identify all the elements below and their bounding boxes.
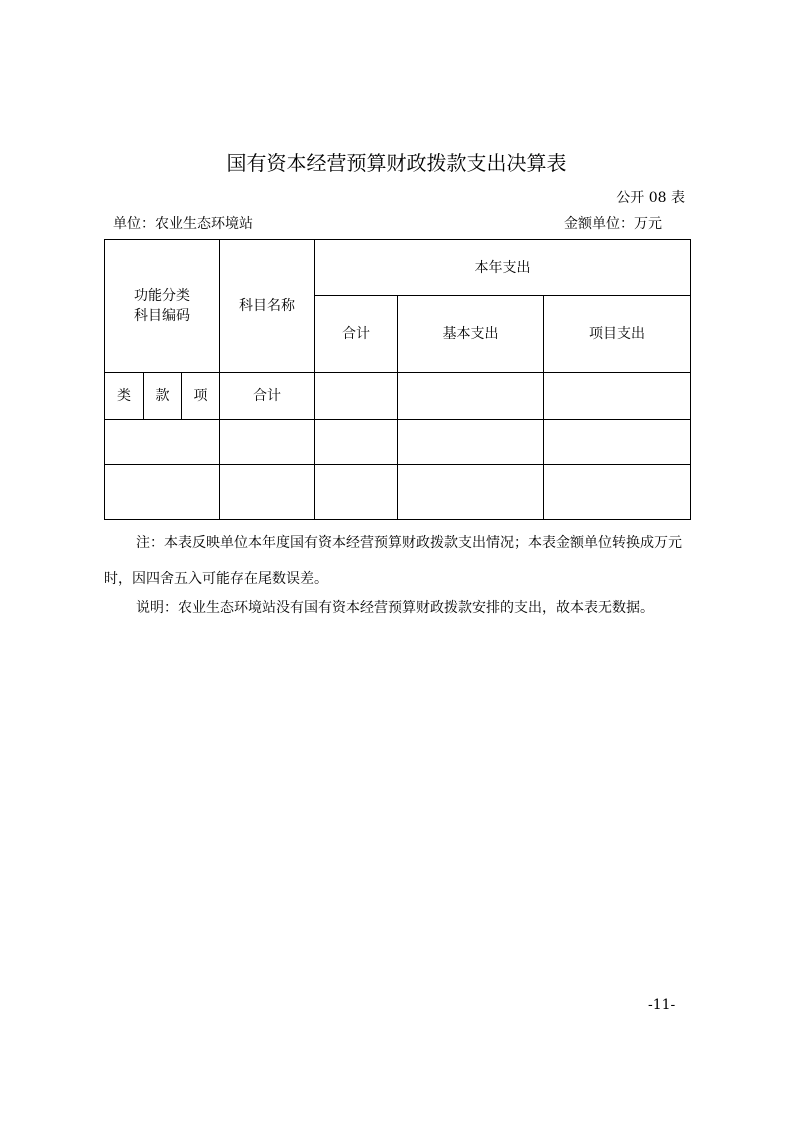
basic-cell: [398, 420, 544, 465]
name-cell: [220, 420, 315, 465]
header-total: 合计: [315, 296, 398, 373]
project-cell: [544, 420, 691, 465]
code-cell: [105, 420, 220, 465]
expenditure-table: [104, 239, 691, 520]
form-number: 公开 08 表: [616, 190, 685, 206]
note-line-1: 注：本表反映单位本年度国有资本经营预算财政拨款支出情况；本表金额单位转换成万元: [136, 535, 682, 551]
col-kuan: 款: [144, 373, 182, 420]
table-row: [105, 465, 691, 520]
amount-unit-label: 金额单位：万元: [564, 216, 662, 232]
note-line-2: 时，因四舍五入可能存在尾数误差。: [104, 571, 328, 587]
document-title: 国有资本经营预算财政拨款支出决算表: [226, 151, 567, 175]
total-cell: [315, 420, 398, 465]
table-row: [105, 420, 691, 465]
header-project-expenditure: 项目支出: [544, 296, 691, 373]
header-function-code-text: 功能分类 科目编码: [134, 288, 190, 324]
project-cell: [544, 373, 691, 420]
basic-cell: [398, 373, 544, 420]
name-cell: [220, 465, 315, 520]
basic-cell: [398, 465, 544, 520]
header-function-code: [105, 240, 220, 373]
total-cell: [315, 465, 398, 520]
col-xiang: 项: [182, 373, 220, 420]
header-subject-name: 科目名称: [220, 240, 315, 373]
code-cell: [105, 465, 220, 520]
col-lei: 类: [105, 373, 144, 420]
project-cell: [544, 465, 691, 520]
total-cell: [315, 373, 398, 420]
unit-label: 单位：农业生态环境站: [113, 216, 253, 232]
page-number: -11-: [648, 997, 676, 1013]
row-total-label: 合计: [220, 373, 315, 420]
header-current-year: 本年支出: [315, 240, 691, 296]
explanation-note: 说明：农业生态环境站没有国有资本经营预算财政拨款安排的支出，故本表无数据。: [136, 600, 654, 616]
header-basic-expenditure: 基本支出: [398, 296, 544, 373]
